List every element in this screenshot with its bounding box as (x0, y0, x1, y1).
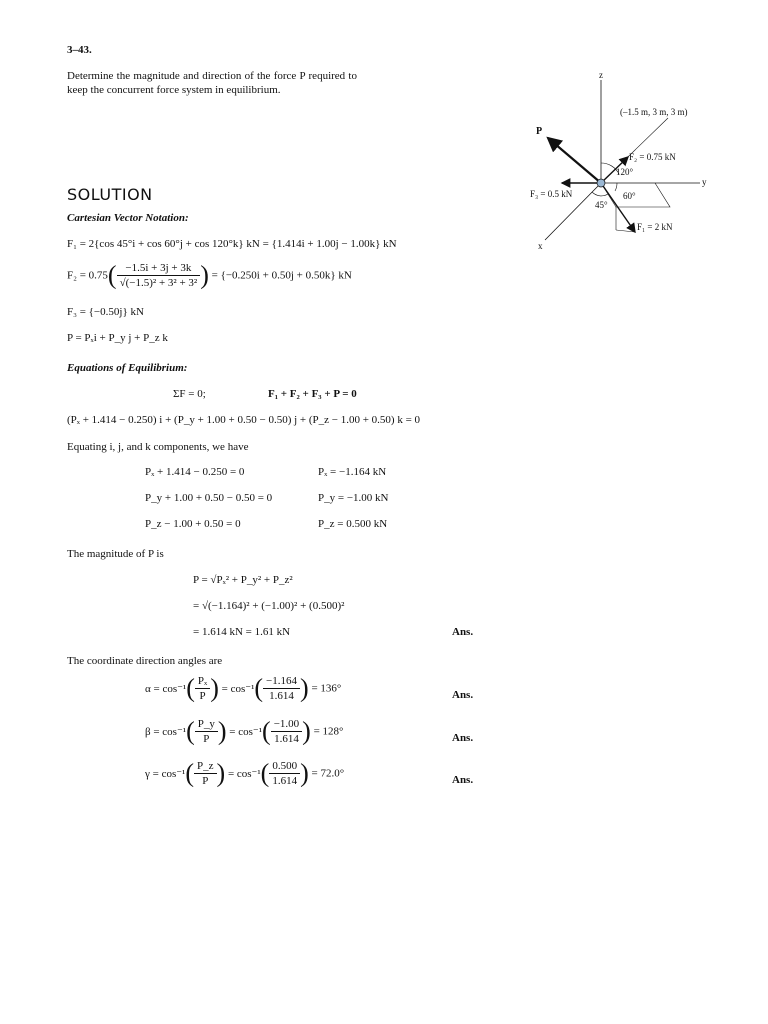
problem-statement: Determine the magnitude and direction of the force P required to keep the concurrent force system in equilibrium. (67, 70, 357, 96)
angles-intro: The coordinate direction angles are (67, 655, 223, 667)
magnitude-line-1: P = √Pₓ² + P_y² + P_z² (193, 574, 293, 586)
point-label: (–1.5 m, 3 m, 3 m) (620, 107, 688, 117)
f2-numerator: −1.5i + 3j + 3k (117, 262, 201, 276)
answer-gamma: Ans. (452, 774, 474, 786)
f2-result: = {−0.250i + 0.50j + 0.50k} kN (211, 269, 352, 282)
equating-text: Equating i, j, and k components, we have (67, 441, 249, 453)
f3-equation: F₃ = {−0.50j} kN (67, 306, 144, 318)
solution-heading: SOLUTION (67, 185, 153, 204)
equilibrium-heading: Equations of Equilibrium: (67, 362, 188, 374)
force-p-label: P (536, 126, 543, 137)
answer-magnitude: Ans. (452, 626, 474, 638)
f1-equation: F₁ = 2{cos 45°i + cos 60°j + cos 120°k} kN = {1.414i + 1.00j − 1.00k} kN (67, 238, 397, 250)
cartesian-heading: Cartesian Vector Notation: (67, 212, 189, 224)
components-equation: (Pₓ + 1.414 − 0.250) i + (P_y + 1.00 + 0.50 − 0.50) j + (P_z − 1.00 + 0.50) k = 0 (67, 414, 421, 426)
force-f2-label: F₂ = 0.75 kN (629, 152, 676, 162)
z-axis-label: z (599, 70, 603, 80)
gamma-equation: γ = cos⁻¹( $\frac{P\_z}{P}$ ) = cos⁻¹( $\frac{0.500}{1.614}$ ) = 72.0° (145, 758, 345, 788)
force-diagram (520, 60, 720, 260)
p-equation: P = Pₓi + P_y j + P_z k (67, 332, 168, 344)
alpha-equation: α = cos⁻¹( $\frac{\text{Pₓ}}{P}$ ) = cos⁻¹( $\frac{-1.164}{1.614}$ ) = 136° (145, 673, 342, 703)
eq-y-left: P_y + 1.00 + 0.50 − 0.50 = 0 (145, 492, 273, 504)
f2-denominator: √(−1.5)² + 3² + 3² (119, 277, 198, 289)
answer-alpha: Ans. (452, 689, 474, 701)
beta-equation: β = cos⁻¹( $\frac{P\_y}{P}$ ) = cos⁻¹( $\frac{-1.00}{1.614}$ ) = 128° (145, 716, 344, 746)
problem-number: 3–43. (67, 44, 92, 56)
force-f3-label: F₃ = 0.5 kN (530, 189, 573, 199)
angle-45-label: 45° (595, 200, 608, 210)
eq-x-right: Pₓ = −1.164 kN (318, 466, 387, 478)
origin-point (597, 179, 605, 187)
magnitude-line-3: = 1.614 kN = 1.61 kN (193, 626, 291, 638)
answer-beta: Ans. (452, 732, 474, 744)
eq-z-right: P_z = 0.500 kN (318, 518, 388, 530)
eq-y-right: P_y = −1.00 kN (318, 492, 389, 504)
f2-prefix: F₂ = 0.75 (67, 269, 108, 282)
angle-120-label: 120° (616, 167, 634, 177)
sum-forces-equation: F₁ + F₂ + F₃ + P = 0 (268, 388, 357, 400)
force-p-arrow (548, 138, 601, 183)
force-f1-label: F₁ = 2 kN (637, 222, 673, 232)
y-axis-label: y (702, 177, 707, 187)
x-axis-label: x (538, 241, 543, 251)
angle-60-label: 60° (623, 191, 636, 201)
eq-x-left: Pₓ + 1.414 − 0.250 = 0 (145, 466, 245, 478)
sum-f-condition: ΣF = 0; (173, 388, 206, 400)
magnitude-line-2: = √(−1.164)² + (−1.00)² + (0.500)² (193, 600, 345, 612)
f2-equation: F₂ = 0.75( $\frac{-1.5i + 3j + 3k}{\text{√(−1.5)² + 3² + 3²}}$ ) = {−0.250i + 0.50j + 0.50k} kN (67, 260, 352, 290)
magnitude-intro: The magnitude of P is (67, 548, 164, 560)
eq-z-left: P_z − 1.00 + 0.50 = 0 (145, 518, 241, 530)
